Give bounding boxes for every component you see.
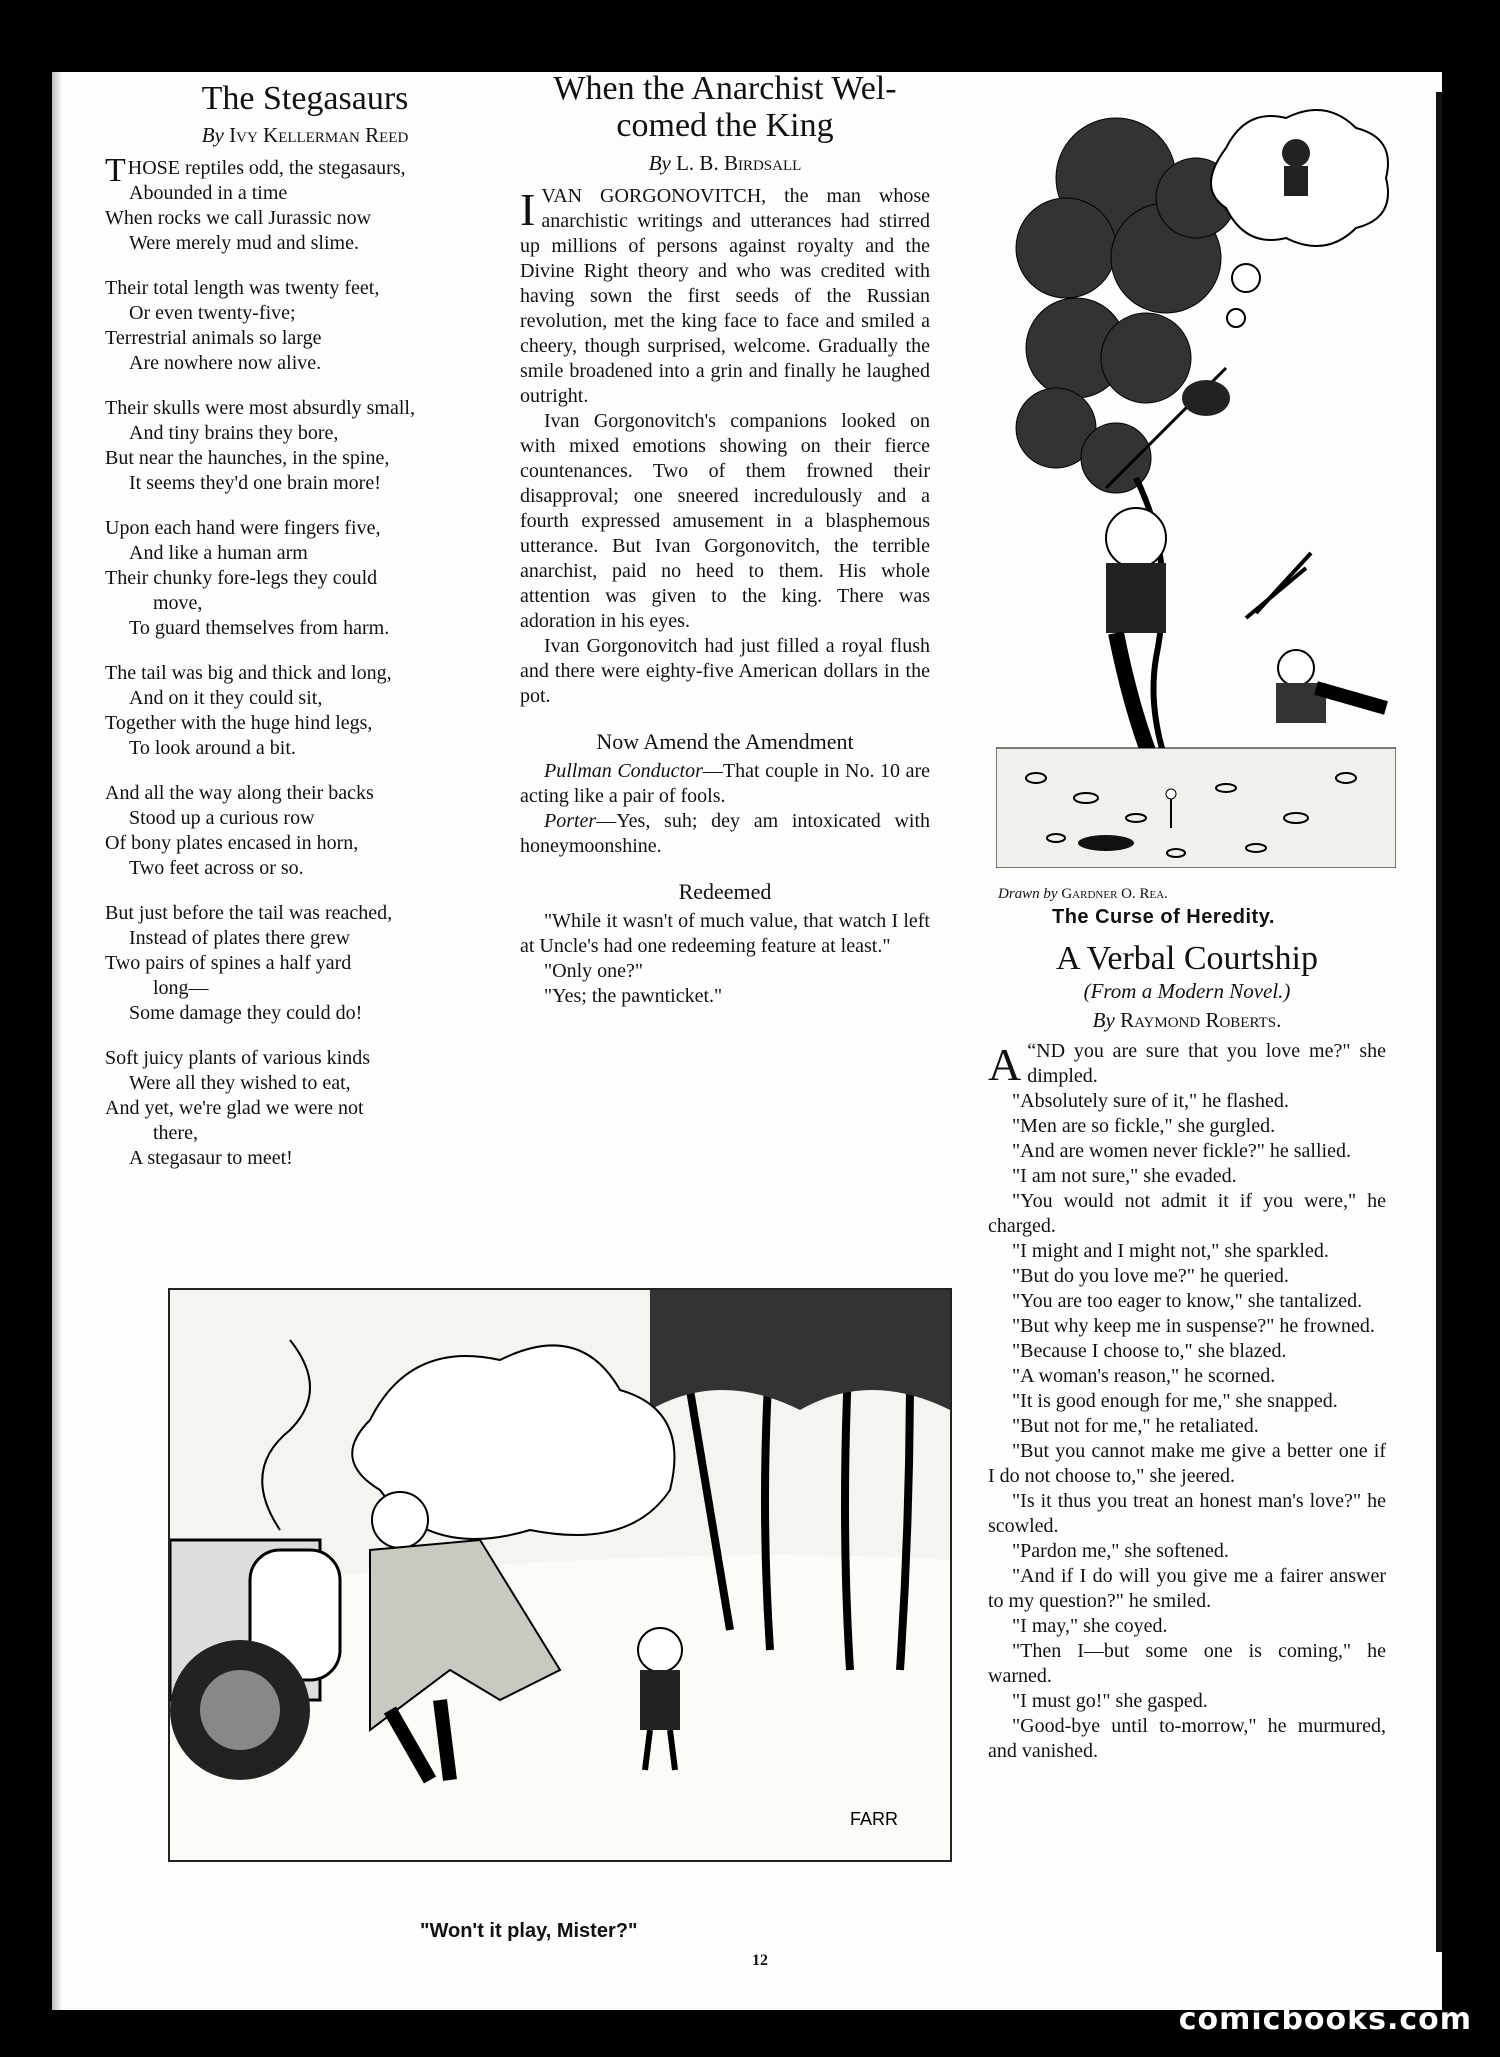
poem-line: But just before the tail was reached, [105, 902, 393, 925]
poem-line: HOSE reptiles odd, the stegasaurs, [127, 157, 406, 180]
dialogue-line: "While it wasn't of much value, that watch I left at Uncle's had one redeeming feature at least." [520, 909, 930, 957]
redeemed-title: Redeemed [678, 878, 772, 904]
poem-line: long— [153, 977, 209, 1000]
poem-line: And like a human arm [129, 542, 308, 565]
redeemed-body [520, 909, 930, 1009]
poem-line: And yet, we're glad we were not [105, 1097, 364, 1120]
courtship-subtitle: (From a Modern Novel.) [1083, 979, 1291, 1004]
dialogue-text: —That couple in No. 10 are acting like a pair of fools. [520, 759, 930, 807]
poem-line: Soft juicy plants of various kinds [105, 1047, 370, 1070]
poem-line: Their chunky fore-legs they could [105, 567, 378, 590]
dialogue-line: "Men are so fickle," she gurgled. [1012, 1115, 1276, 1138]
dialogue-line: "Yes; the pawnticket." [544, 984, 723, 1007]
speaker: Pullman Conductor [544, 759, 703, 782]
poem-line: Two feet across or so. [129, 857, 304, 880]
amendment-title: Now Amend the Amendment [596, 728, 854, 754]
byline-by: By [1092, 1008, 1115, 1033]
anarchist-body [520, 184, 930, 709]
poem-stanza [105, 396, 505, 496]
poem-line: Upon each hand were fingers five, [105, 517, 381, 540]
poem-line: And all the way along their backs [105, 782, 374, 805]
dialogue-line: "Because I choose to," she blazed. [1012, 1340, 1287, 1363]
paragraph-text: ND you are sure that you love me?" she dimpled. [1027, 1040, 1386, 1088]
poem-line: there, [153, 1122, 198, 1145]
dialogue-line: "You would not admit it if you were," he charged. [988, 1190, 1386, 1238]
poem-stanza [105, 1046, 505, 1171]
drop-cap: T [105, 152, 126, 190]
poem-line: Stood up a curious row [129, 807, 315, 830]
poem-line: To guard themselves from harm. [129, 617, 390, 640]
poem-line: To look around a bit. [129, 737, 296, 760]
poem-line: A stegasaur to meet! [129, 1147, 293, 1170]
poem-line: It seems they'd one brain more! [129, 472, 381, 495]
paragraph: Ivan Gorgonovitch had just filled a royal flush and there were eighty-five American dollars in the pot. [520, 634, 930, 707]
byline-by: By [201, 123, 224, 148]
poem-line: Their skulls were most absurdly small, [105, 397, 415, 420]
dialogue-line: "Then I—but some one is coming," he warned. [988, 1640, 1386, 1688]
cartoon-signature: FARR [850, 1809, 899, 1829]
poem-stanza [105, 276, 505, 376]
anarchist-byline [520, 151, 930, 176]
dialogue-text: —Yes, suh; dey am intoxicated with honeymoonshine. [520, 809, 930, 857]
credit-prefix: Drawn by [998, 886, 1058, 902]
poem-title: The Stegasaurs [201, 80, 409, 117]
courtship-title: A Verbal Courtship [1056, 940, 1318, 977]
dialogue-line: "It is good enough for me," she snapped. [1012, 1390, 1338, 1413]
paragraph [520, 184, 930, 409]
poem-stanza [105, 516, 505, 641]
dialogue-line: "A woman's reason," he scorned. [1012, 1365, 1276, 1388]
paragraph: Ivan Gorgonovitch's companions looked on with mixed emotions showing on their fierce countenances. Two of them frowned their disapproval; one sneered incredulously and a fourth expressed amusement in a blasphemous utterance. But Ivan Gorgonovitch, the terrible anarchist, paid no heed to them. His whole attention was given to the king. There was adoration in his eyes. [520, 409, 930, 632]
dialogue-line: "But you cannot make me give a better one if I do not choose to," she jeered. [988, 1440, 1386, 1488]
dialogue-line: "I am not sure," she evaded. [1012, 1165, 1237, 1188]
dialogue-line: "Good-bye until to-morrow," he murmured, and vanished. [988, 1715, 1386, 1763]
courtship-column [988, 940, 1386, 1764]
dialogue-line: "I may," she coyed. [1012, 1615, 1168, 1638]
drop-cap: A [988, 1039, 1022, 1091]
illustration-credit [998, 886, 1168, 903]
poem-line: Their total length was twenty feet, [105, 277, 380, 300]
poem-line: And tiny brains they bore, [129, 422, 339, 445]
poem-line: Of bony plates encased in horn, [105, 832, 359, 855]
poem-stanza [105, 661, 505, 761]
poem-column [105, 70, 505, 1191]
poem-line: The tail was big and thick and long, [105, 662, 392, 685]
poem-line: Were all they wished to eat, [129, 1072, 351, 1095]
car-cartoon-caption: "Won't it play, Mister?" [420, 1920, 638, 1942]
dialogue-line: "And if I do will you give me a fairer answer to my question?" he smiled. [988, 1565, 1386, 1613]
byline-by: By [648, 150, 671, 175]
dialogue-line: "Is it thus you treat an honest man's love?" he scowled. [988, 1490, 1386, 1538]
dialogue-line: "Absolutely sure of it," he flashed. [1012, 1090, 1289, 1113]
paragraph-text: the man whose anarchistic writings and utterances had stirred up millions of persons against royalty and the Divine Right theory and who was credited with having sown the first seeds of the Russian revolution, met the king face to face and smiled a cheery, though surprised, welcome. Gradually the smile broadened into a grin and finally he laughed outright. [520, 184, 930, 407]
car-cartoon-drawing [170, 1290, 950, 1860]
dialogue-line: "Only one?" [544, 959, 644, 982]
poem-stanza [105, 152, 505, 256]
poem-author: Ivy Kellerman Reed [229, 123, 409, 148]
poem-line: Together with the huge hind legs, [105, 712, 373, 735]
dialogue-line: "Pardon me," she softened. [1012, 1540, 1229, 1563]
dialogue-line: "You are too eager to know," she tantalized. [1012, 1290, 1363, 1313]
dialogue-line: "But do you love me?" he queried. [1012, 1265, 1289, 1288]
poem-byline [105, 123, 505, 148]
poem-line: Are nowhere now alive. [129, 352, 322, 375]
anarchist-author: L. B. Birdsall [676, 150, 802, 175]
poem-line: Two pairs of spines a half yard [105, 952, 352, 975]
drop-cap: I [520, 183, 536, 235]
golf-cartoon-drawing [996, 58, 1396, 868]
anarchist-title-line2: comed the King [616, 107, 834, 145]
golf-cartoon-illustration [996, 58, 1396, 868]
poem-body [105, 152, 505, 1171]
courtship-author: Raymond Roberts. [1120, 1008, 1282, 1033]
page-edge [1436, 92, 1442, 1952]
poem-line: move, [153, 592, 203, 615]
page-number: 12 [752, 1952, 768, 1969]
page-gutter [52, 72, 62, 2010]
courtship-byline [988, 1008, 1386, 1033]
dialogue-line [520, 759, 930, 809]
watermark: comicbooks.com [1178, 2002, 1472, 2037]
anarchist-title-line1: When the Anarchist Wel- [553, 70, 897, 107]
dialogue-line: "And are women never fickle?" he sallied. [1012, 1140, 1351, 1163]
paragraph [988, 1039, 1386, 1089]
anarchist-title [520, 70, 930, 145]
poem-line: Some damage they could do! [129, 1002, 363, 1025]
dialogue-line: "I might and I might not," she sparkled. [1012, 1240, 1329, 1263]
courtship-body [988, 1039, 1386, 1764]
car-cartoon-illustration [168, 1288, 952, 1862]
anarchist-column [520, 70, 930, 1009]
dialogue-line: "But not for me," he retaliated. [1012, 1415, 1259, 1438]
poem-line: Instead of plates there grew [129, 927, 351, 950]
poem-line: Abounded in a time [129, 182, 288, 205]
golf-cartoon-caption: The Curse of Heredity. [1052, 906, 1275, 928]
credit-name: Gardner O. Rea. [1061, 886, 1168, 902]
dialogue-line [520, 809, 930, 859]
dialogue-line: "But why keep me in suspense?" he frowned. [1012, 1315, 1375, 1338]
poem-line: Terrestrial animals so large [105, 327, 322, 350]
paragraph-lead: VAN GORGONOVITCH, [541, 184, 767, 207]
poem-stanza [105, 901, 505, 1026]
poem-line: And on it they could sit, [129, 687, 323, 710]
poem-stanza [105, 781, 505, 881]
dialogue-line: "I must go!" she gasped. [1012, 1690, 1208, 1713]
poem-line: When rocks we call Jurassic now [105, 207, 372, 230]
amendment-body [520, 759, 930, 859]
open-quote: “ [1027, 1040, 1037, 1063]
poem-line: Or even twenty-five; [129, 302, 296, 325]
poem-line: Were merely mud and slime. [129, 232, 359, 255]
speaker: Porter [544, 809, 597, 832]
poem-line: But near the haunches, in the spine, [105, 447, 390, 470]
